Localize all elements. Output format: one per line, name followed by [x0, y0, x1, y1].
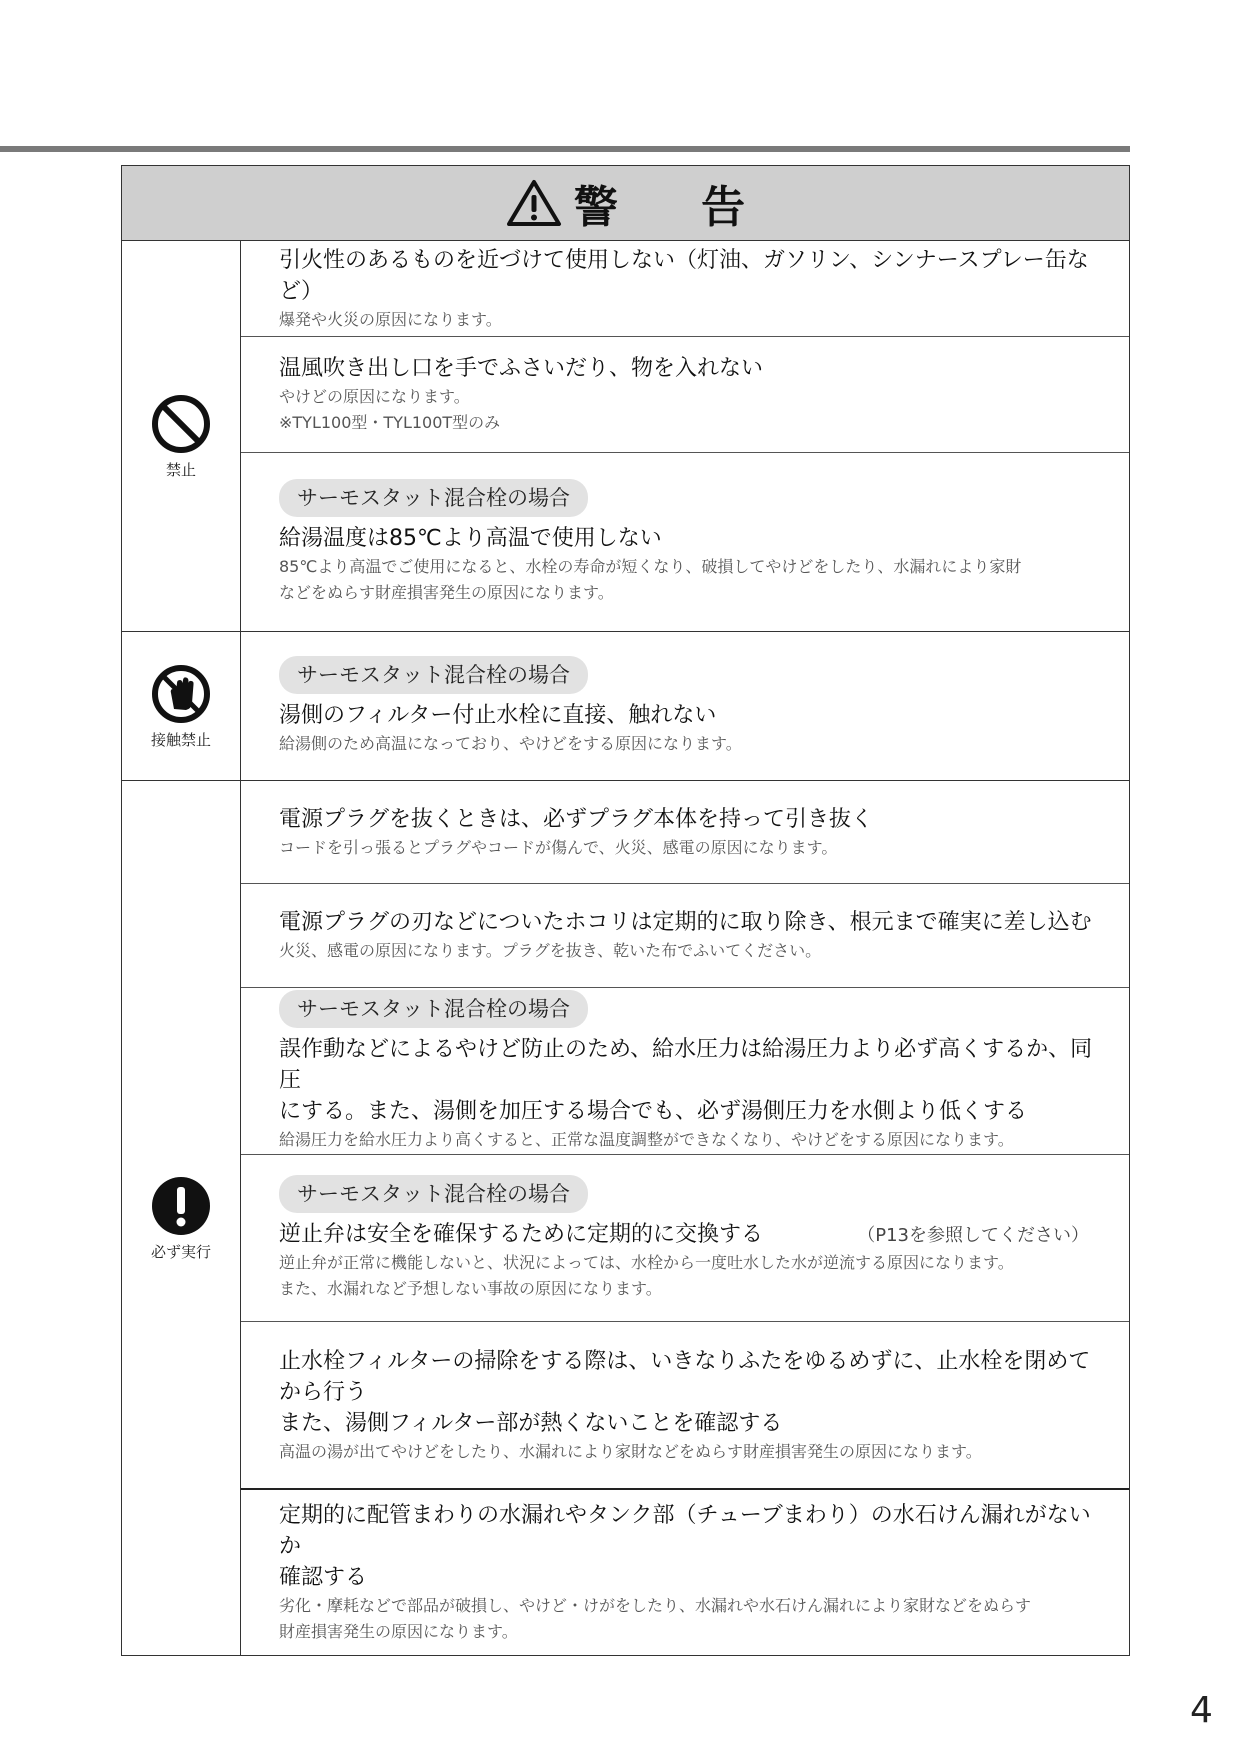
thermostat-badge: サーモスタット混合栓の場合: [279, 656, 588, 694]
warning-table: [121, 165, 1130, 1656]
item-detail: などをぬらす財産損害発生の原因になります。: [279, 582, 614, 602]
icon-column: [122, 241, 241, 631]
item-title: 給湯温度は85℃より高温で使用しない: [279, 525, 662, 551]
warning-item: [241, 453, 1129, 631]
item-detail: 給湯圧力を給水圧力より高くすると、正常な温度調整ができなくなり、やけどをする原因になります。: [279, 1129, 1014, 1149]
warning-header: [122, 166, 1129, 241]
warning-triangle-icon: [506, 178, 562, 228]
item-title: 誤作動などによるやけど防止のため、給水圧力は給湯圧力より必ず高くするか、同圧: [279, 1036, 1093, 1093]
mandatory-icon: [150, 1175, 212, 1237]
item-title: 止水栓フィルターの掃除をする際は、いきなりふたをゆるめずに、止水栓を閉めて: [279, 1348, 1091, 1374]
thermostat-badge: サーモスタット混合栓の場合: [279, 990, 588, 1028]
item-title: 湯側のフィルター付止水栓に直接、触れない: [279, 702, 717, 728]
warning-item: [241, 1322, 1129, 1490]
icon-column: [122, 781, 241, 1655]
warning-item: [241, 1490, 1129, 1655]
item-title: また、湯側フィルター部が熱くないことを確認する: [279, 1410, 783, 1436]
items-column: [241, 632, 1129, 780]
item-detail: やけどの原因になります。: [279, 387, 470, 406]
prohibition-icon: [150, 393, 212, 455]
warning-item: [241, 632, 1129, 780]
warning-item: [241, 1155, 1129, 1322]
item-detail: また、水漏れなど予想しない事故の原因になります。: [279, 1278, 662, 1298]
warning-title: 警 告: [573, 182, 780, 233]
item-title: 確認する: [279, 1565, 368, 1590]
warning-item: [241, 337, 1129, 453]
item-detail: 爆発や火災の原因になります。: [279, 309, 502, 329]
warning-item: [241, 241, 1129, 337]
item-title: にする。また、湯側を加圧する場合でも、必ず湯側圧力を水側より低くする: [279, 1098, 1028, 1124]
item-title: 電源プラグの刃などについたホコリは定期的に取り除き、根元まで確実に差し込む: [279, 910, 1092, 935]
warning-item: [241, 884, 1129, 988]
warning-item: [241, 781, 1129, 884]
item-detail: 高温の湯が出てやけどをしたり、水漏れにより家財などをぬらす財産損害発生の原因になります。: [279, 1441, 982, 1461]
item-detail: 85℃より高温でご使用になると、水栓の寿命が短くなり、破損してやけどをしたり、水漏れにより家財: [279, 556, 1022, 576]
items-column: [241, 781, 1129, 1655]
item-detail: 給湯側のため高温になっており、やけどをする原因になります。: [279, 733, 742, 753]
item-detail: 劣化・摩耗などで部品が破損し、やけど・けがをしたり、水漏れや水石けん漏れにより家財などをぬらす: [279, 1596, 1032, 1615]
group-prohibited: [122, 241, 1129, 632]
thermostat-badge: サーモスタット混合栓の場合: [279, 479, 588, 517]
item-title-row: [279, 1219, 1099, 1250]
icon-label: 禁止: [165, 460, 196, 479]
item-detail: ※TYL100型・TYL100T型のみ: [279, 413, 501, 432]
item-title: 逆止弁は安全を確保するために定期的に交換する: [279, 1221, 764, 1247]
item-detail: 財産損害発生の原因になります。: [279, 1622, 518, 1641]
item-detail: 逆止弁が正常に機能しないと、状況によっては、水栓から一度吐水した水が逆流する原因になります。: [279, 1252, 1014, 1272]
warning-item: [241, 988, 1129, 1155]
items-column: [241, 241, 1129, 631]
page-reference: （P13を参照してください）: [857, 1224, 1089, 1246]
group-mandatory: [122, 781, 1129, 1655]
thermostat-badge: サーモスタット混合栓の場合: [279, 1175, 588, 1213]
item-title: 引火性のあるものを近づけて使用しない（灯油、ガソリン、シンナースプレー缶など）: [279, 247, 1089, 304]
item-title: から行う: [279, 1379, 368, 1405]
top-rule: [0, 146, 1130, 152]
icon-column: [122, 632, 241, 780]
icon-label: 必ず実行: [150, 1242, 211, 1261]
group-no-touch: [122, 632, 1129, 781]
icon-label: 接触禁止: [150, 730, 211, 749]
page-number: 4: [1190, 1690, 1213, 1731]
no-touch-icon: [150, 663, 212, 725]
item-title: 定期的に配管まわりの水漏れやタンク部（チューブまわり）の水石けん漏れがないか: [279, 1503, 1091, 1559]
item-title: 電源プラグを抜くときは、必ずプラグ本体を持って引き抜く: [279, 806, 874, 832]
item-title: 温風吹き出し口を手でふさいだり、物を入れない: [279, 356, 764, 381]
item-detail: コードを引っ張るとプラグやコードが傷んで、火災、感電の原因になります。: [279, 837, 838, 857]
item-detail: 火災、感電の原因になります。プラグを抜き、乾いた布でふいてください。: [279, 941, 822, 960]
